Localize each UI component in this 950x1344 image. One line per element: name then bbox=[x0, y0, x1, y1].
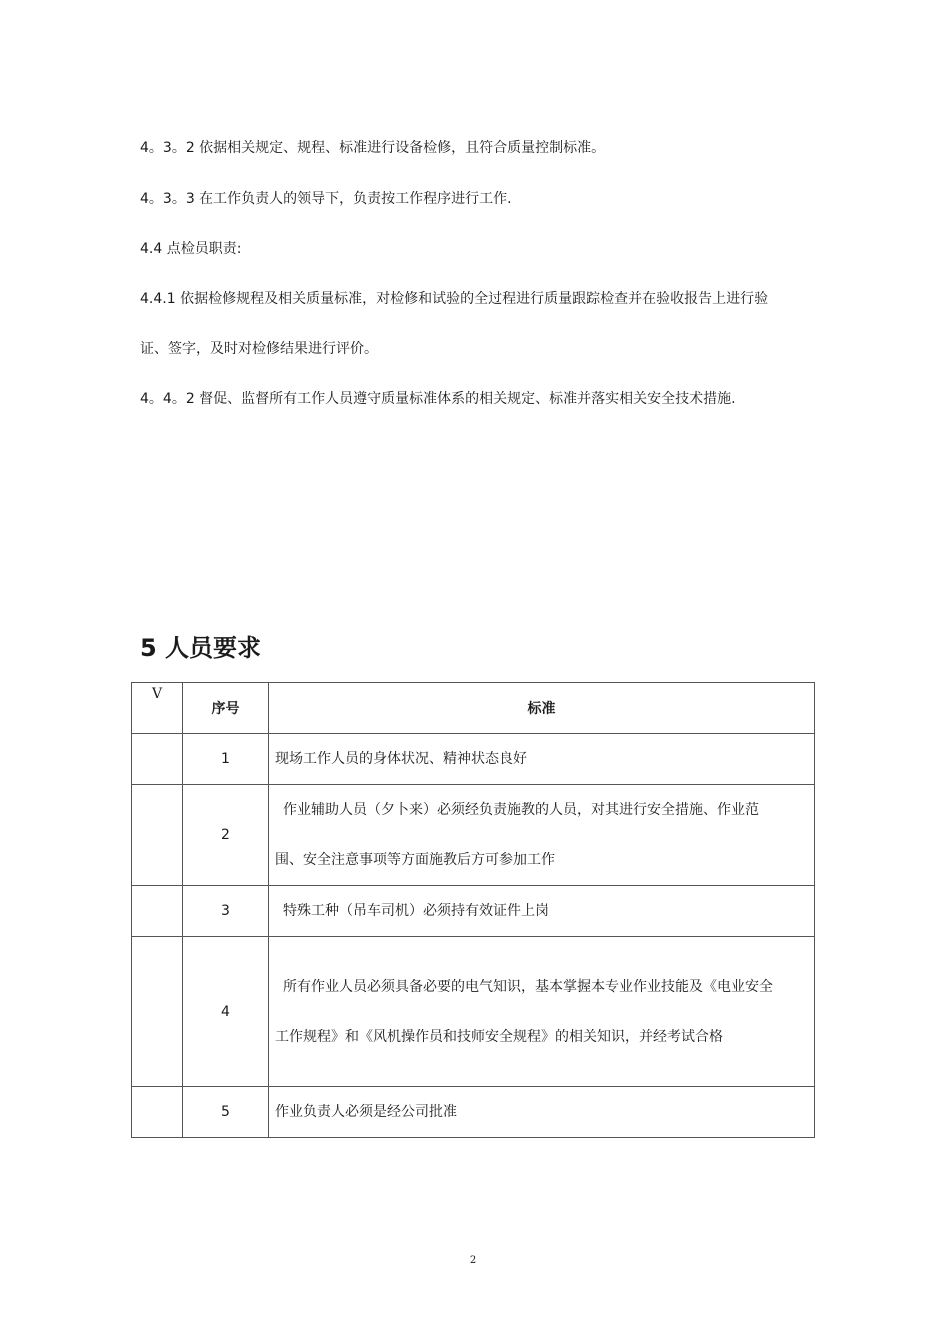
check-cell[interactable] bbox=[132, 1087, 183, 1138]
row-number: 5 bbox=[183, 1087, 269, 1138]
section-heading: 5 人员要求 bbox=[140, 634, 262, 662]
page-number: 2 bbox=[469, 1255, 477, 1266]
standard-line: 所有作业人员必须具备必要的电气知识，基本掌握本专业作业技能及《电业安全 bbox=[283, 978, 773, 995]
paragraph-4-4-1-line2: 证、签字，及时对检修结果进行评价。 bbox=[140, 341, 378, 357]
row-number: 2 bbox=[183, 785, 269, 886]
check-cell[interactable] bbox=[132, 886, 183, 937]
table-row bbox=[132, 937, 815, 1087]
paragraph-4-3-3: 4。3。3 在工作负责人的领导下，负责按工作程序进行工作. bbox=[140, 191, 512, 207]
row-standard bbox=[269, 1087, 815, 1138]
standard-line: 作业负责人必须是经公司批准 bbox=[275, 1104, 457, 1120]
header-number: 序号 bbox=[183, 683, 269, 734]
check-cell[interactable] bbox=[132, 734, 183, 785]
row-standard bbox=[269, 886, 815, 937]
row-standard bbox=[269, 937, 815, 1087]
paragraph-4-4-2: 4。4。2 督促、监督所有工作人员遵守质量标准体系的相关规定、标准并落实相关安全技术措施. bbox=[140, 391, 736, 407]
standard-line: 作业辅助人员（夕卜来）必须经负责施教的人员，对其进行安全措施、作业范 bbox=[283, 802, 759, 818]
paragraph-4-4-1-line1: 4.4.1 依据检修规程及相关质量标准，对检修和试验的全过程进行质量跟踪检查并在验收报告上进行验 bbox=[140, 291, 769, 307]
header-check bbox=[132, 683, 183, 734]
standard-line: 特殊工种（吊车司机）必须持有效证件上岗 bbox=[283, 903, 549, 919]
table-row bbox=[132, 1087, 815, 1138]
check-header-label: V bbox=[151, 686, 163, 702]
table-row bbox=[132, 734, 815, 785]
row-number: 4 bbox=[183, 937, 269, 1087]
standard-line: 现场工作人员的身体状况、精神状态良好 bbox=[275, 751, 527, 767]
personnel-requirements-table bbox=[131, 682, 815, 1138]
row-standard bbox=[269, 734, 815, 785]
table-row bbox=[132, 886, 815, 937]
paragraph-4-3-2: 4。3。2 依据相关规定、规程、标准进行设备检修，且符合质量控制标准。 bbox=[140, 140, 606, 156]
table-row bbox=[132, 785, 815, 886]
row-standard bbox=[269, 785, 815, 886]
row-number: 3 bbox=[183, 886, 269, 937]
standard-line: 围、安全注意事项等方面施教后方可参加工作 bbox=[275, 852, 555, 868]
standard-line: 工作规程》和《风机操作员和技师安全规程》的相关知识，并经考试合格 bbox=[275, 1028, 723, 1045]
paragraph-4-4: 4.4 点检员职责: bbox=[140, 241, 242, 257]
check-cell[interactable] bbox=[132, 785, 183, 886]
header-standard: 标准 bbox=[269, 683, 815, 734]
row-number: 1 bbox=[183, 734, 269, 785]
check-cell[interactable] bbox=[132, 937, 183, 1087]
table-header-row bbox=[132, 683, 815, 734]
